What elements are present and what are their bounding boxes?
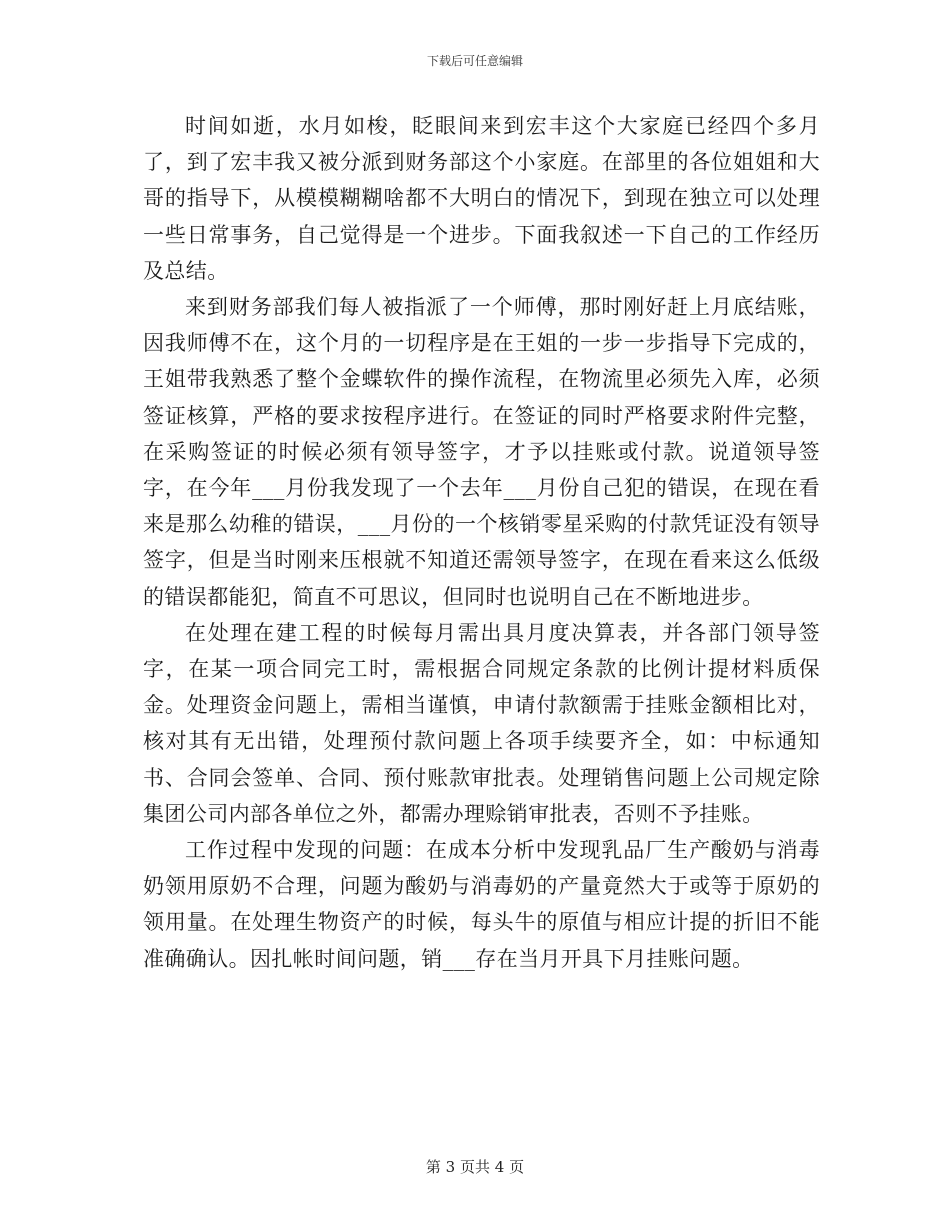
paragraph-mentor-experience: 来到财务部我们每人被指派了一个师傅，那时刚好赶上月底结账，因我师傅不在，这个月的一切程序是在王姐的一步一步指导下完成的，王姐带我熟悉了整个金蝶软件的操作流程，在物流里必须先入库，必须签证核算，严格的要求按程序进行。在签证的同时严格要求附件完整，在采购签证的时候必须有领导签字，才予以挂账或付款。说道领导签字，在今年___月份我发现了一个去年___月份自己犯的错误，在现在看来是那么幼稚的错误，___月份的一个核销零星采购的付款凭证没有领导签字，但是当时刚来压根就不知道还需领导签字，在现在看来这么低级的错误都能犯，简直不可思议，但同时也说明自己在不断地进步。 [143, 295, 820, 609]
paragraph-construction-processing: 在处理在建工程的时候每月需出具月度决算表，并各部门领导签字，在某一项合同完工时，需根据合同规定条款的比例计提材料质保金。处理资金问题上，需相当谨慎，申请付款额需于挂账金额相比对，核对其有无出错，处理预付款问题上各项手续要齐全，如：中标通知书、合同会签单、合同、预付账款审批表。处理销售问题上公司规定除集团公司内部各单位之外，都需办理赊销审批表，否则不予挂账。 [143, 620, 820, 826]
document-body [143, 108, 820, 977]
paragraph-intro: 时间如逝，水月如梭，眨眼间来到宏丰这个大家庭已经四个多月了，到了宏丰我又被分派到财务部这个小家庭。在部里的各位姐姐和大哥的指导下，从模模糊糊啥都不大明白的情况下，到现在独立可以处理一些日常事务，自己觉得是一个进步。下面我叙述一下自己的工作经历及总结。 [143, 114, 820, 283]
page-header-note: 下载后可任意编辑 [426, 54, 523, 68]
page-number-footer: 第 3 页共 4 页 [425, 1158, 525, 1176]
paragraph-problems-found: 工作过程中发现的问题：在成本分析中发现乳品厂生产酸奶与消毒奶领用原奶不合理，问题为酸奶与消毒奶的产量竟然大于或等于原奶的领用量。在处理生物资产的时候，每头牛的原值与相应计提的折旧不能准确确认。因扎帐时间问题，销___存在当月开具下月挂账问题。 [143, 838, 820, 971]
